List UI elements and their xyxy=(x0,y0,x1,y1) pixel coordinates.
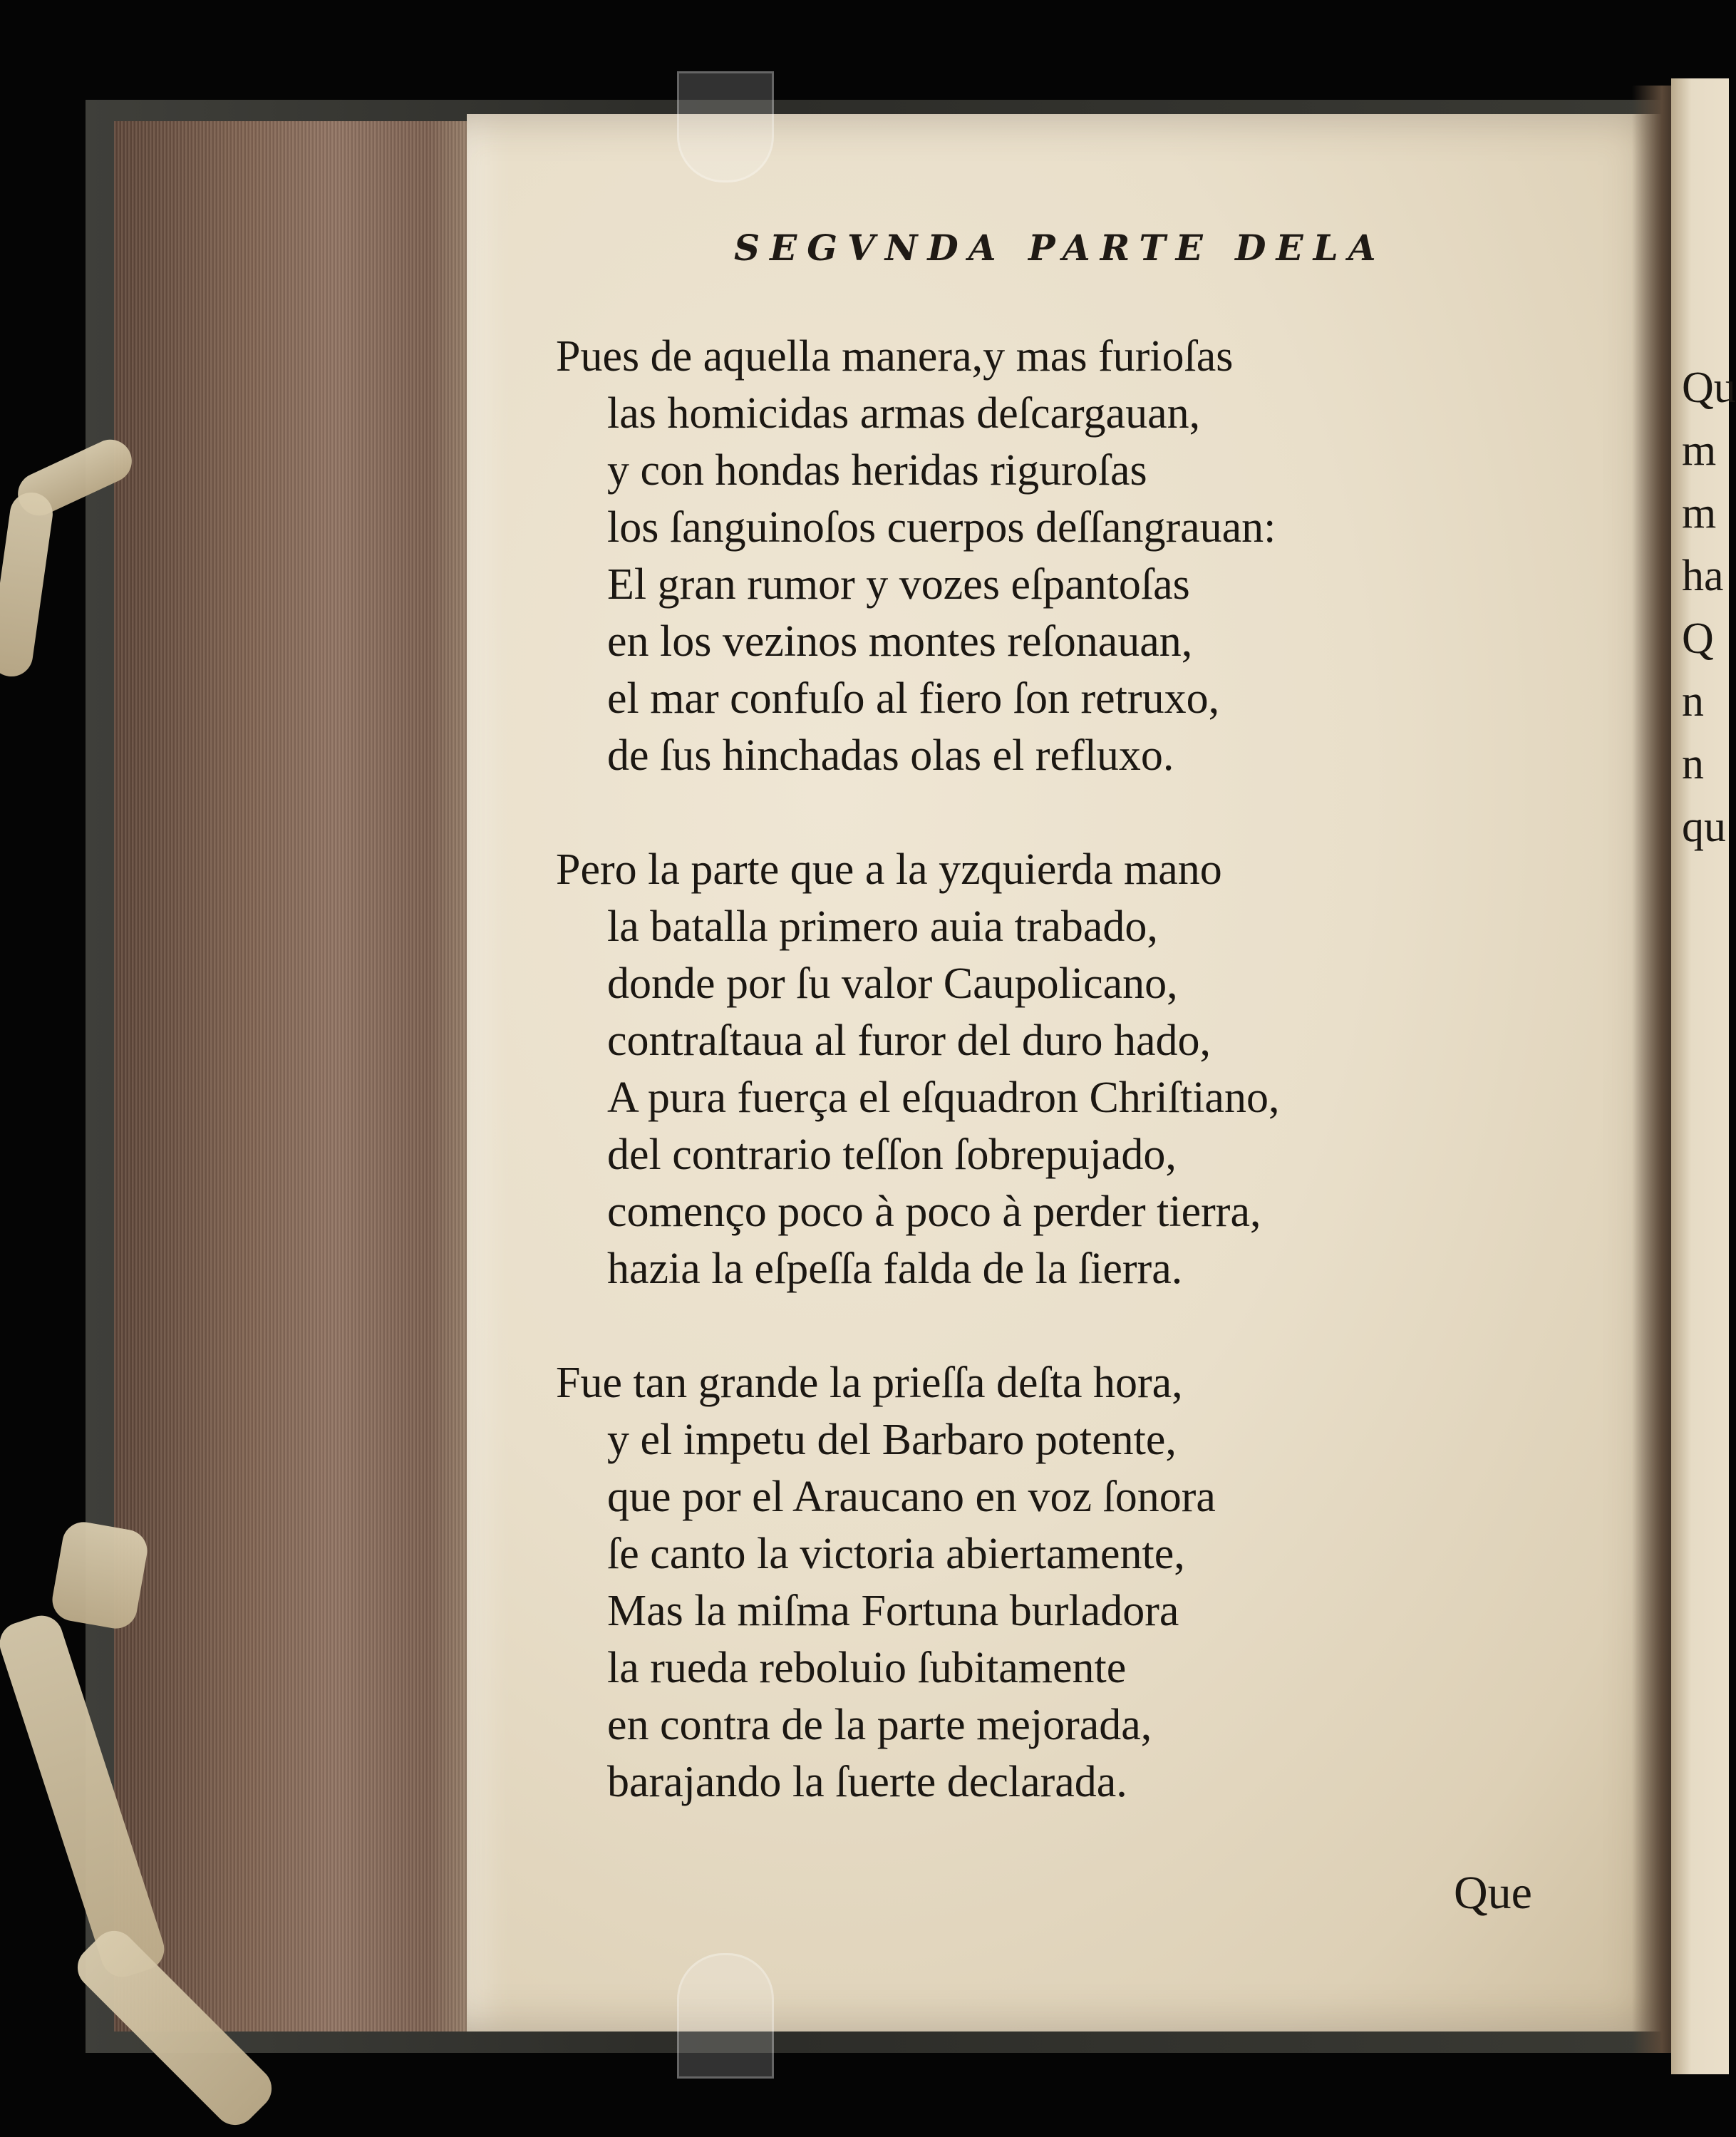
stanza-1 xyxy=(556,328,1554,784)
running-title: SEGVNDA PARTE DELA xyxy=(734,227,1386,269)
fragment: n xyxy=(1682,740,1704,788)
verse-line: Pero la parte que a la yzquierda mano xyxy=(556,845,1222,894)
verse-line: y el impetu del Barbaro potente, xyxy=(607,1416,1177,1464)
verse-line: barajando la ſuerte declarada. xyxy=(607,1758,1127,1806)
fragment: m xyxy=(1682,489,1717,537)
verse-line: El gran rumor y vozes eſpantoſas xyxy=(607,560,1190,609)
right-page-fragments xyxy=(1682,356,1736,858)
verse-line: del contrario teſſon ſobrepujado, xyxy=(607,1131,1177,1179)
page-clip-bottom xyxy=(677,1953,774,2079)
verse-line: los ſanguinoſos cuerpos deſſangrauan: xyxy=(607,503,1276,552)
stanza-2 xyxy=(556,841,1554,1297)
book-tie-lower xyxy=(49,1519,150,1632)
verse-line: y con hondas heridas riguroſas xyxy=(607,446,1147,495)
fragment: qu xyxy=(1682,803,1726,851)
book-tie-upper-tail xyxy=(0,490,56,679)
verse-line: Fue tan grande la prieſſa deſta hora, xyxy=(556,1359,1183,1407)
verse-line: Pues de aquella manera,y mas furioſas xyxy=(556,332,1234,381)
verse-line: donde por ſu valor Caupolicano, xyxy=(607,959,1178,1008)
verse-line: el mar confuſo al fiero ſon retruxo, xyxy=(607,674,1220,723)
fragment: ha xyxy=(1682,552,1724,600)
verse-line: hazia la eſpeſſa falda de la ſierra. xyxy=(607,1245,1183,1293)
page-edges xyxy=(114,121,485,2032)
verse-line: en los vezinos montes reſonauan, xyxy=(607,617,1193,666)
verse-line: ſe canto la victoria abiertamente, xyxy=(607,1530,1185,1578)
fragment: Qu xyxy=(1682,364,1736,412)
verse-line: Mas la miſma Fortuna burladora xyxy=(607,1587,1179,1635)
stanza-3 xyxy=(556,1354,1554,1811)
verse-line: en contra de la parte mejorada, xyxy=(607,1701,1152,1749)
fragment: m xyxy=(1682,426,1717,475)
fragment: Q xyxy=(1682,614,1714,663)
fragment: n xyxy=(1682,677,1704,726)
poem-text xyxy=(556,328,1554,1868)
verse-line: contraſtaua al furor del duro hado, xyxy=(607,1016,1211,1065)
verse-line: que por el Araucano en voz ſonora xyxy=(607,1473,1216,1521)
verse-line: la batalla primero auia trabado, xyxy=(607,902,1158,951)
verse-line: A pura fuerça el eſquadron Chriſtiano, xyxy=(607,1073,1280,1122)
catchword: Que xyxy=(1454,1867,1532,1919)
verse-line: la rueda reboluio ſubitamente xyxy=(607,1644,1127,1692)
verse-line: de ſus hinchadas olas el refluxo. xyxy=(607,731,1174,780)
verse-line: las homicidas armas deſcargauan, xyxy=(607,389,1201,438)
verse-line: començo poco à poco à perder tierra, xyxy=(607,1188,1261,1236)
page-clip-top xyxy=(677,71,774,182)
